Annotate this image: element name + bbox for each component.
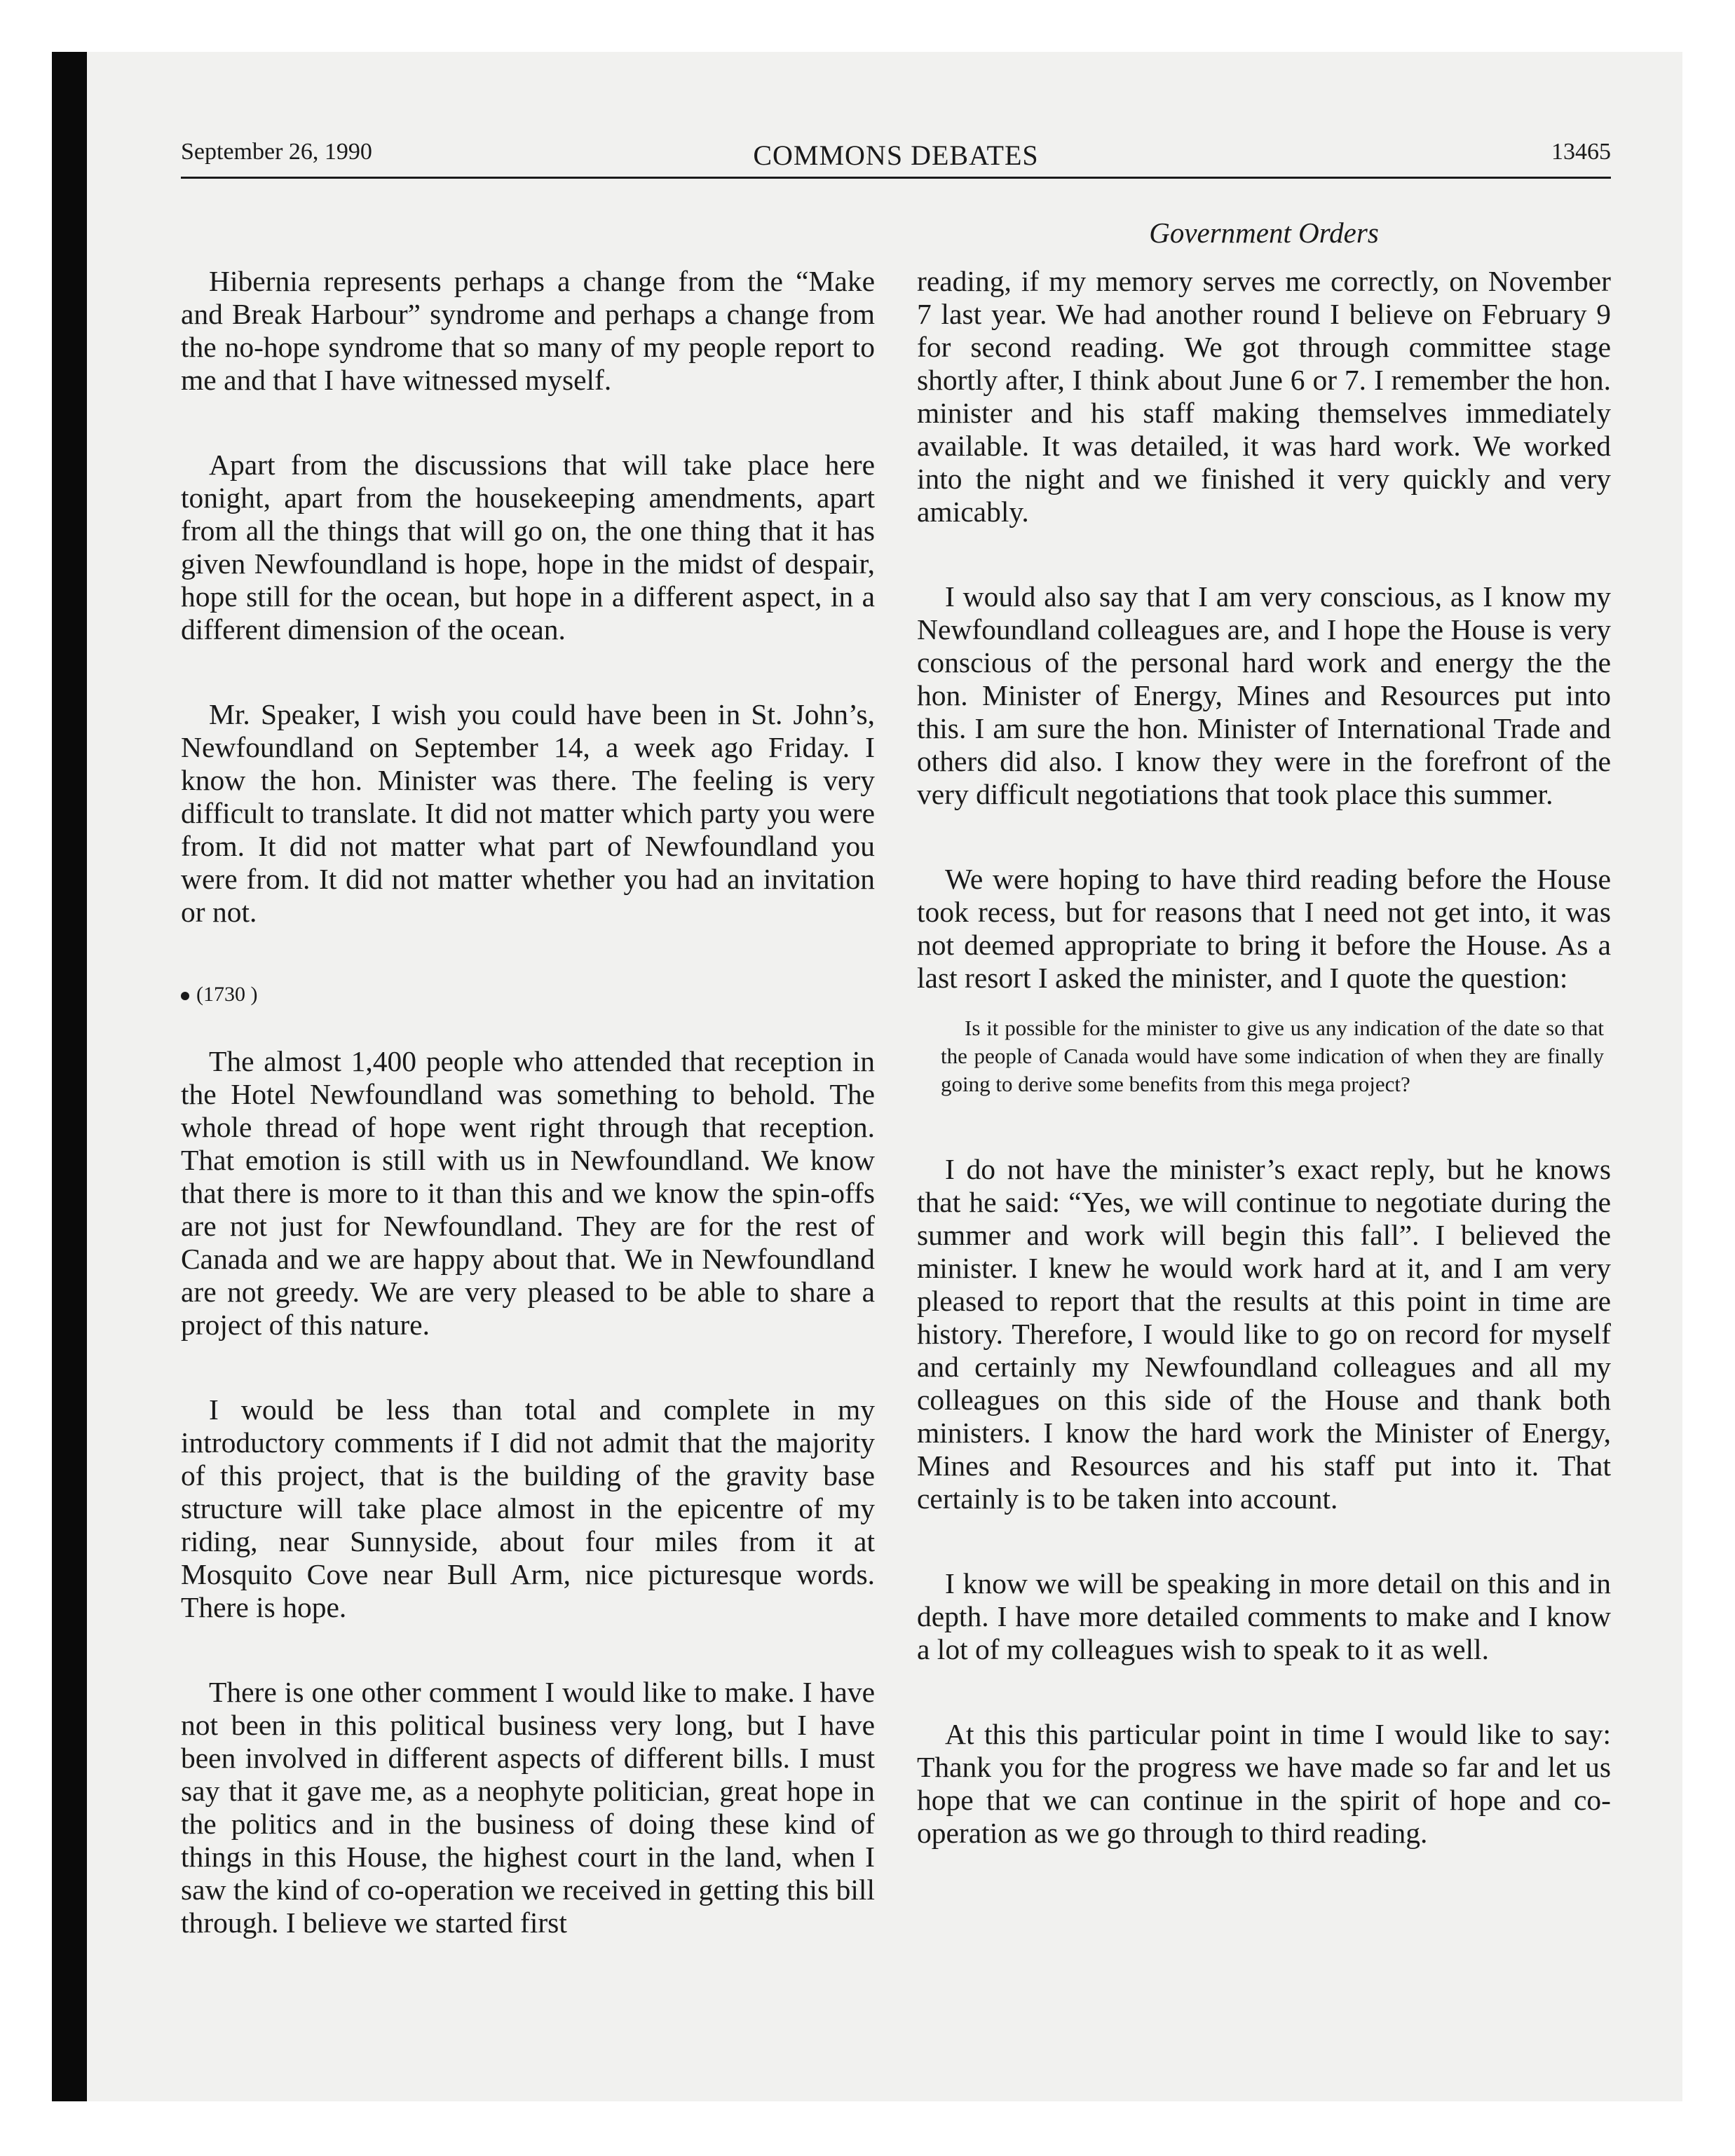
section-heading: Government Orders	[1149, 217, 1379, 249]
paragraph: The almost 1,400 people who attended that reception in the Hotel Newfoundland was something to behold. The whole thread of hope went right through that reception. That emotion is still with us in Newfoundland. We know that there is more to it than this and we know the spin-offs are not just for Newfoundland. They are for the rest of Canada and we are happy about that. We in Newfoundland are not greedy. We are very pleased to be able to share a project of this nature.	[181, 1045, 875, 1341]
paragraph: There is one other comment I would like to make. I have not been in this political business very long, but I have been involved in different aspects of different bills. I must say that it gave me, as a neophyte politician, great hope in the politics and in the business of doing these kind of things in this House, the highest court in the land, when I saw the kind of co-operation we received in getting this bill through. I believe we started first	[181, 1676, 875, 1939]
paragraph: reading, if my memory serves me correctly, on November 7 last year. We had another round I believe on February 9 for second reading. We got through committee stage shortly after, I think about June 6 or 7. I remember the hon. minister and his staff making themselves immediately available. It was detailed, it was hard work. We worked into the night and we finished it very quickly and very amicably.	[917, 265, 1611, 528]
paragraph: Apart from the discussions that will take place here tonight, apart from the housekeeping amendments, apart from all the things that will go on, the one thing that it has given Newfoundland is hope, hope in the midst of despair, hope still for the ocean, but hope in a different aspect, in a different dimension of the ocean.	[181, 449, 875, 646]
right-column	[917, 265, 1611, 1902]
paragraph: I know we will be speaking in more detail on this and in depth. I have more detailed comments to make and I know a lot of my colleagues wish to speak to it as well.	[917, 1567, 1611, 1665]
paragraph: I do not have the minister’s exact reply, but he knows that he said: “Yes, we will continue to negotiate during the summer and work will begin this fall”. I believed the minister. I knew he would work hard at it, and I am very pleased to report that the results at this point in time are history. Therefore, I would like to go on record for myself and certainly my Newfoundland colleagues and all my colleagues on this side of the House and thank both ministers. I know the hard work the Minister of Energy, Mines and Resources and his staff put into it. That certainly is to be taken into account.	[917, 1153, 1611, 1515]
timestamp	[181, 981, 875, 1009]
running-header	[181, 133, 1611, 171]
header-date: September 26, 1990	[181, 139, 372, 165]
document-page	[181, 0, 1611, 2156]
paragraph: We were hoping to have third reading before the House took recess, but for reasons that I need not get into, it was not deemed appropriate to bring it before the House. As a last resort I asked the minister, and I quote the question:	[917, 863, 1611, 994]
bullet-icon	[181, 992, 189, 1000]
left-column	[181, 265, 875, 1991]
header-rule	[181, 177, 1611, 179]
header-publication: COMMONS DEBATES	[753, 139, 1039, 171]
paragraph: Mr. Speaker, I wish you could have been in St. John’s, Newfoundland on September 14, a week ago Friday. I know the hon. Minister was there. The feeling is very difficult to translate. It did not matter which party you were from. It did not matter what part of Newfoundland you were from. It did not matter whether you had an invitation or not.	[181, 698, 875, 928]
paragraph: I would also say that I am very conscious, as I know my Newfoundland colleagues are, and I hope the House is very conscious of the personal hard work and energy the the hon. Minister of Energy, Mines and Resources put into this. I am sure the hon. Minister of International Trade and others did also. I know they were in the forefront of the very difficult negotiations that took place this summer.	[917, 580, 1611, 810]
paragraph: I would be less than total and complete in my introductory comments if I did not admit that the majority of this project, that is the building of the gravity base structure will take place almost in the epicentre of my riding, near Sunnyside, about four miles from it at Mosquito Cove near Bull Arm, nice picturesque words. There is hope.	[181, 1393, 875, 1623]
header-page-number: 13465	[1551, 139, 1611, 165]
paragraph: At this this particular point in time I would like to say: Thank you for the progress we have made so far and let us hope that we can continue in the spirit of hope and co-operation as we go through to third reading.	[917, 1718, 1611, 1849]
timestamp-text: (1730 )	[196, 983, 258, 1006]
binding-shadow	[52, 52, 87, 2101]
paragraph: Hibernia represents perhaps a change from the “Make and Break Harbour” syndrome and perhaps a change from the no-hope syndrome that so many of my people report to me and that I have witnessed myself.	[181, 265, 875, 396]
block-quote: Is it possible for the minister to give us any indication of the date so that the people of Canada would have some indication of when they are finally going to derive some benefits from this mega project?	[941, 1016, 1604, 1096]
